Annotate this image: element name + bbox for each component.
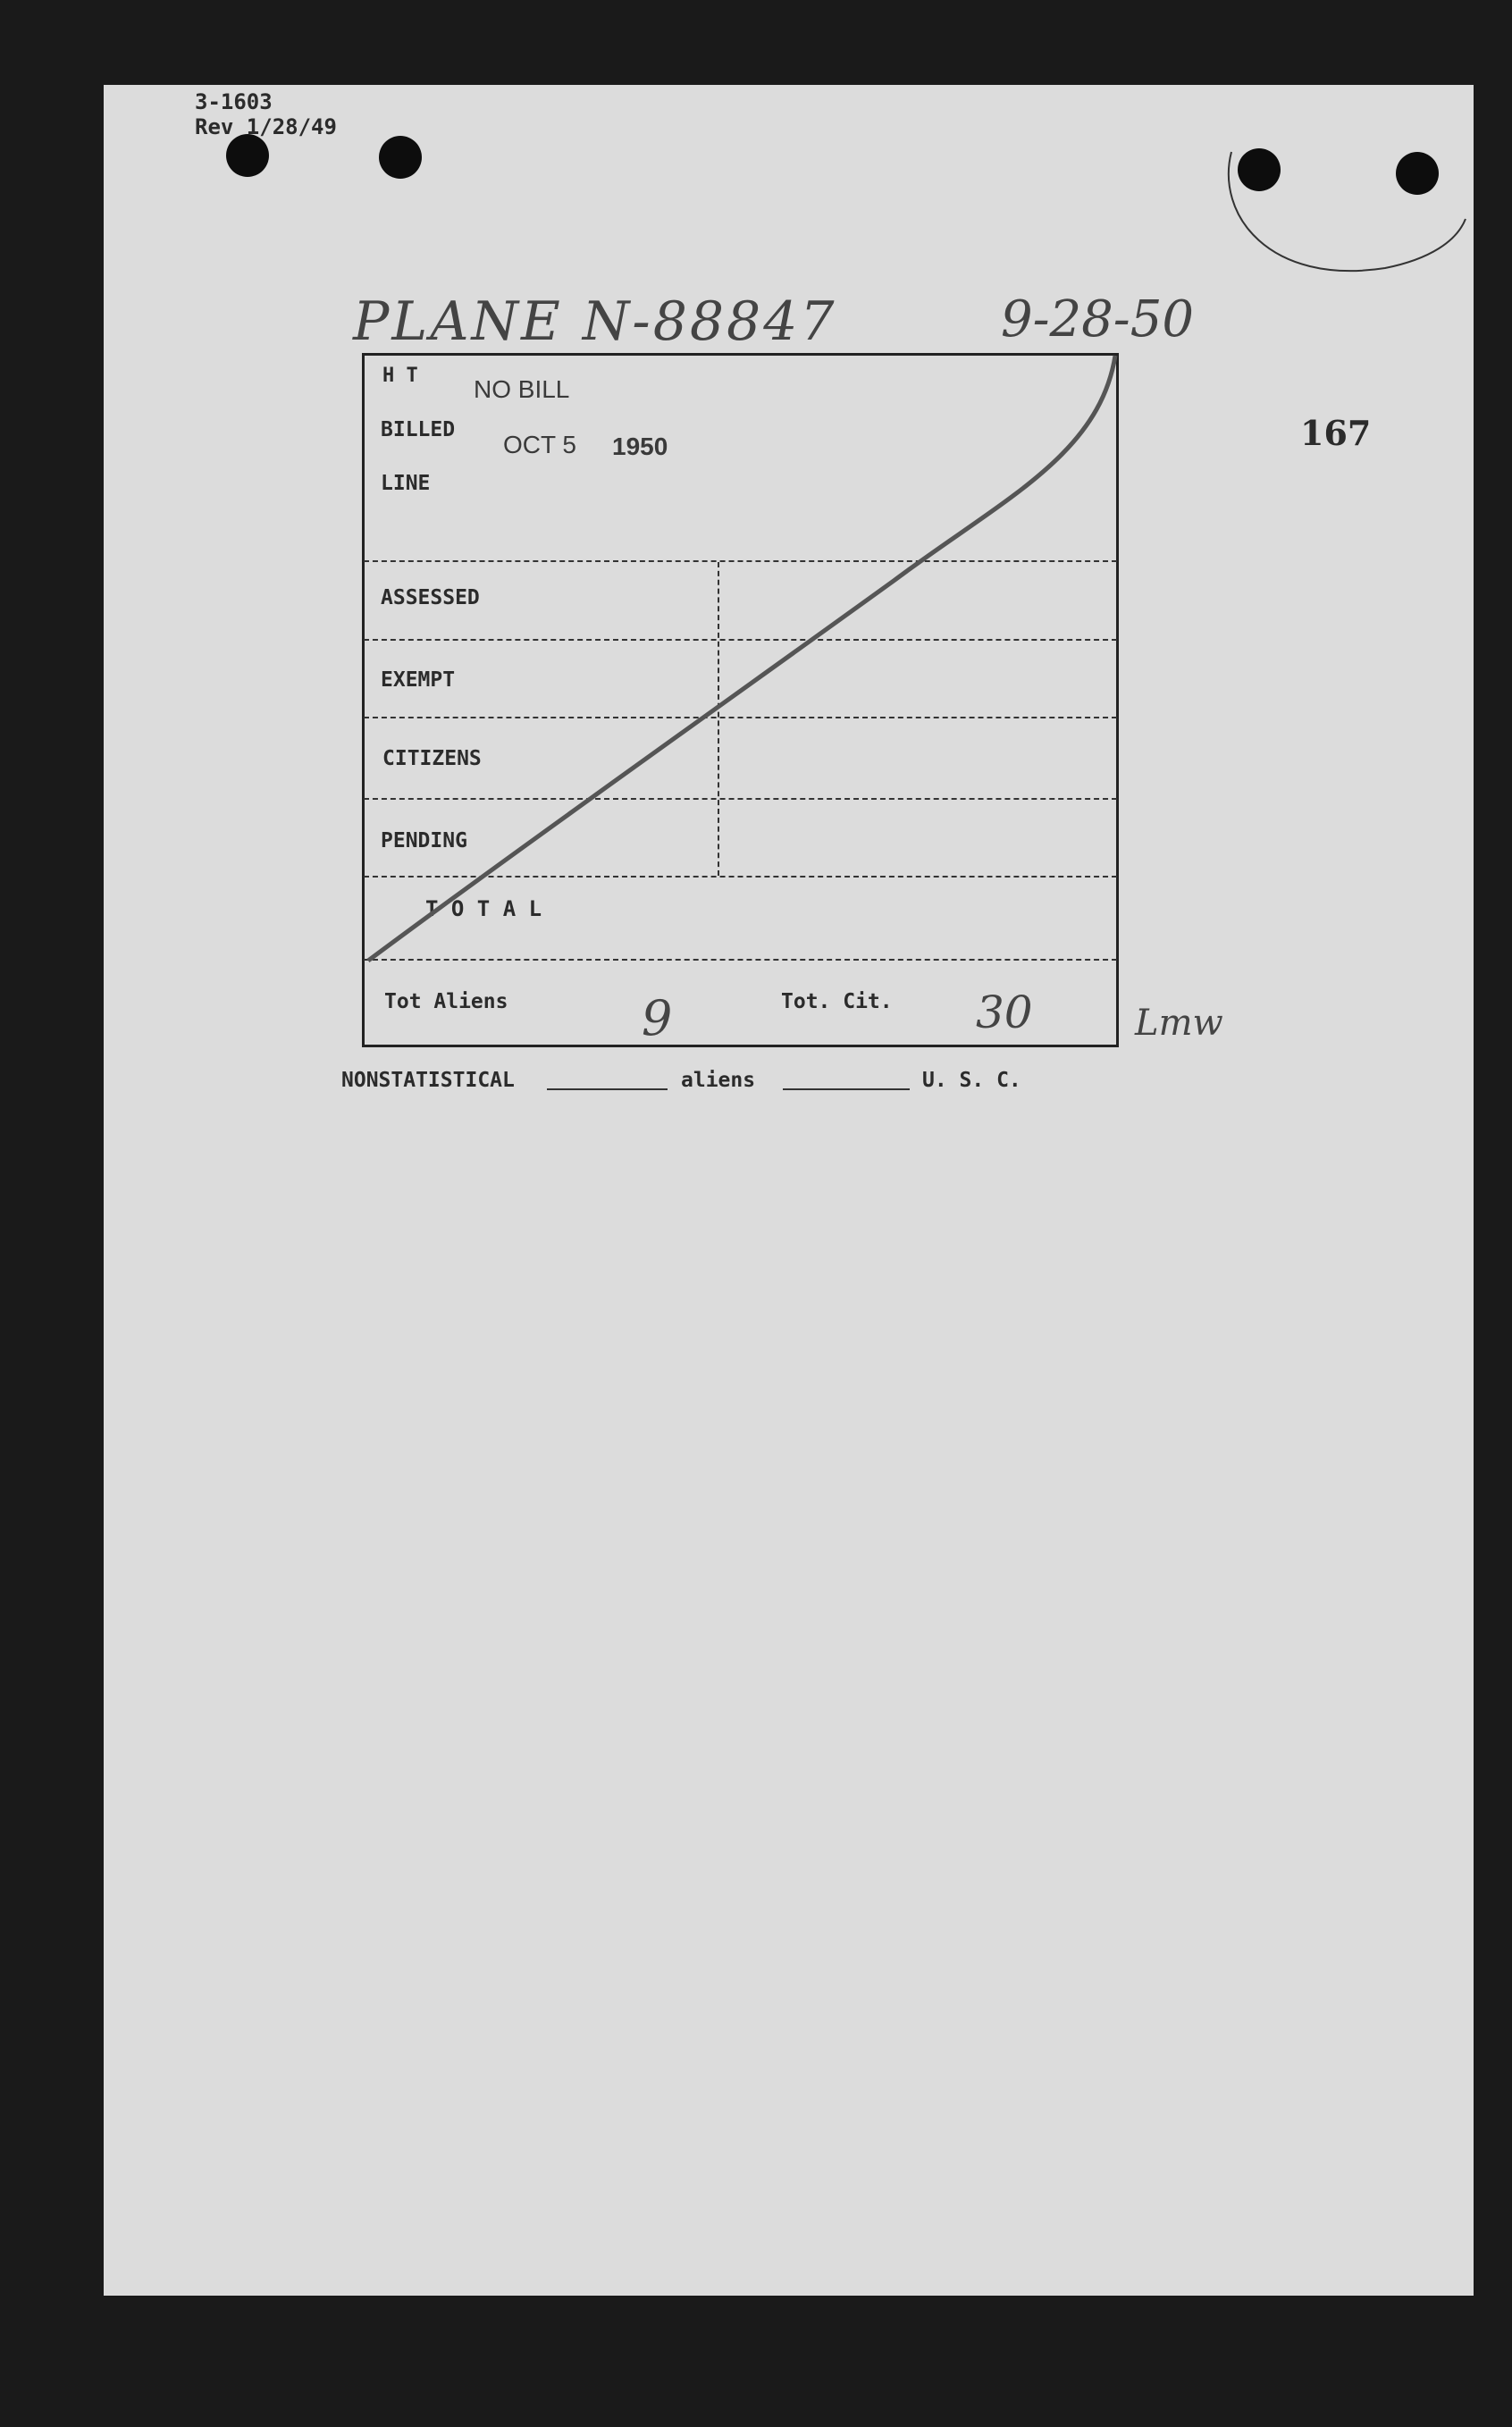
tot-cit-label: Tot. Cit. [781, 990, 893, 1013]
citizens-count-handwritten: 30 [976, 987, 1033, 1038]
corner-curl-mark [1215, 143, 1483, 286]
aliens-blank [783, 1088, 910, 1090]
date-handwritten: 9-28-50 [1001, 290, 1194, 349]
nonstatistical-label: NONSTATISTICAL [341, 1069, 515, 1092]
line-label: LINE [381, 472, 431, 495]
citizens-label: CITIZENS [382, 747, 482, 770]
billed-date-stamp: OCT 5 [503, 431, 576, 458]
punch-hole-left-1 [226, 134, 269, 177]
exempt-label: EXEMPT [381, 668, 456, 692]
aliens-label: aliens [681, 1069, 756, 1092]
punch-hole-left-2 [379, 136, 422, 179]
plane-number-handwritten: PLANE N-88847 [353, 290, 837, 353]
page-number: 167 [1300, 413, 1372, 453]
usc-label: U. S. C. [922, 1069, 1021, 1092]
assessed-label: ASSESSED [381, 586, 480, 609]
initials-handwritten: Lmw [1135, 1003, 1223, 1044]
form-number: 3-1603 [195, 89, 273, 114]
billed-label: BILLED [381, 418, 456, 441]
tot-aliens-label: Tot Aliens [384, 990, 508, 1013]
pending-label: PENDING [381, 829, 467, 852]
ht-label: H T [382, 365, 418, 387]
billed-year-stamp: 1950 [612, 432, 668, 460]
cancellation-line [357, 349, 1126, 974]
no-bill-stamp: NO BILL [474, 375, 570, 403]
total-label: T O T A L [425, 896, 542, 921]
aliens-count-handwritten: 9 [642, 990, 673, 1046]
form-revision: Rev 1/28/49 [195, 114, 337, 139]
nonstatistical-blank [547, 1088, 668, 1090]
